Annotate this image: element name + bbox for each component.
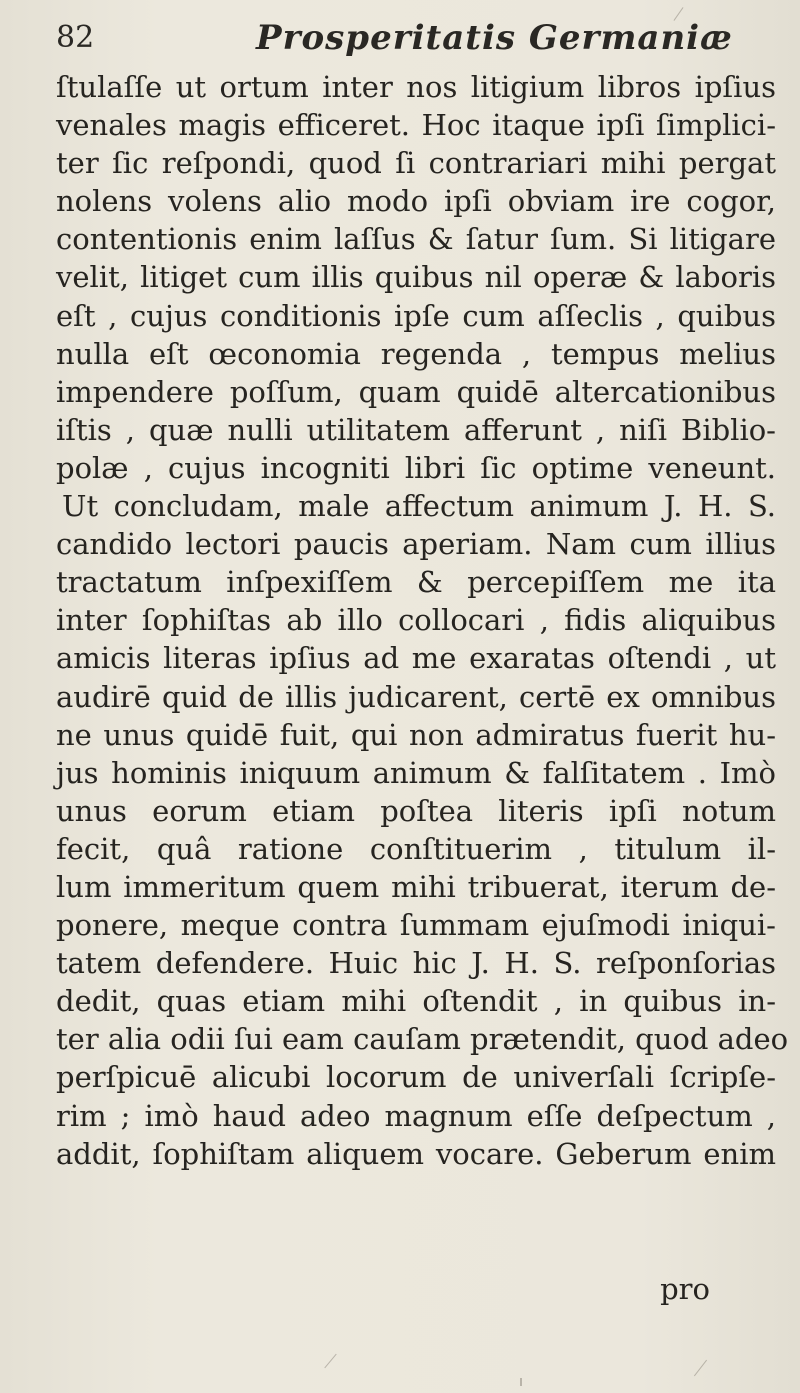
running-head: Prosperitatis Germaniæ bbox=[256, 18, 733, 58]
text-line: fecit, quâ ratione conſtituerim , titulum il- bbox=[56, 831, 776, 866]
text-line: tractatum inſpexiſſem & percepiſſem me ita bbox=[56, 565, 776, 600]
text-line: ter alia odii ſui eam cauſam prætendit, quod adeo bbox=[56, 1022, 789, 1057]
text-line: impendere poſſum, quam quidē altercationibus bbox=[56, 374, 776, 409]
text-line: ſtulaſſe ut ortum inter nos litigium libros ipſius bbox=[56, 70, 776, 104]
text-line: ter ſic reſpondi, quod ſi contrariari mihi pergat bbox=[56, 146, 776, 181]
text-line: eſt , cujus conditionis ipſe cum aſſeclis , quibus bbox=[56, 298, 776, 333]
text-line: audirē quid de illis judicarent, certē ex omnibus bbox=[56, 679, 776, 714]
text-line: perſpicuē alicubi locorum de univerſali ſcripſe- bbox=[56, 1060, 776, 1095]
text-line: ne unus quidē fuit, qui non admiratus fuerit hu- bbox=[56, 717, 776, 752]
page-header bbox=[56, 18, 776, 66]
text-line: contentionis enim laſſus & ſatur ſum. Si litigare bbox=[56, 222, 776, 257]
text-line: unus eorum etiam poſtea literis ipſi notum bbox=[56, 793, 776, 828]
page-number: 82 bbox=[56, 20, 95, 55]
text-line: lum immeritum quem mihi tribuerat, iterum de- bbox=[56, 869, 776, 904]
paper-speck bbox=[520, 1378, 522, 1386]
text-line: amicis literas ipſius ad me exaratas oſtendi , ut bbox=[56, 641, 776, 676]
text-line: venales magis efficeret. Hoc itaque ipſi ſimplici- bbox=[56, 108, 776, 143]
text-line: jus hominis iniquum animum & falſitatem . Imò bbox=[56, 755, 776, 790]
body-text bbox=[56, 68, 789, 1173]
paper-speck bbox=[694, 1360, 707, 1376]
text-line: candido lectori paucis aperiam. Nam cum illius bbox=[56, 527, 776, 562]
text-line: velit, litiget cum illis quibus nil operæ & laboris bbox=[56, 260, 776, 295]
text-line: ponere, meque contra ſummam ejuſmodi iniqui- bbox=[56, 908, 776, 943]
text-line: Ut concludam, male affectum animum J. H. S. bbox=[62, 489, 776, 524]
text-line: inter ſophiſtas ab illo collocari , fidis aliquibus bbox=[56, 603, 776, 638]
text-line: tatem defendere. Huic hic J. H. S. reſponſorias bbox=[56, 946, 776, 981]
text-line: polæ , cujus incogniti libri ſic optime veneunt. bbox=[56, 450, 776, 485]
catchword: pro bbox=[660, 1272, 710, 1306]
text-line: dedit, quas etiam mihi oſtendit , in quibus in- bbox=[56, 984, 776, 1019]
text-line: iſtis , quæ nulli utilitatem afferunt , niſi Biblio- bbox=[56, 412, 776, 447]
text-line: addit, ſophiſtam aliquem vocare. Geberum enim bbox=[56, 1136, 776, 1171]
text-line: rim ; imò haud adeo magnum eſſe deſpectum , bbox=[56, 1098, 776, 1133]
text-line: nolens volens alio modo ipſi obviam ire cogor, bbox=[56, 184, 776, 219]
text-line: nulla eſt œconomia regenda , tempus melius bbox=[56, 336, 776, 371]
paper-speck bbox=[324, 1354, 336, 1368]
